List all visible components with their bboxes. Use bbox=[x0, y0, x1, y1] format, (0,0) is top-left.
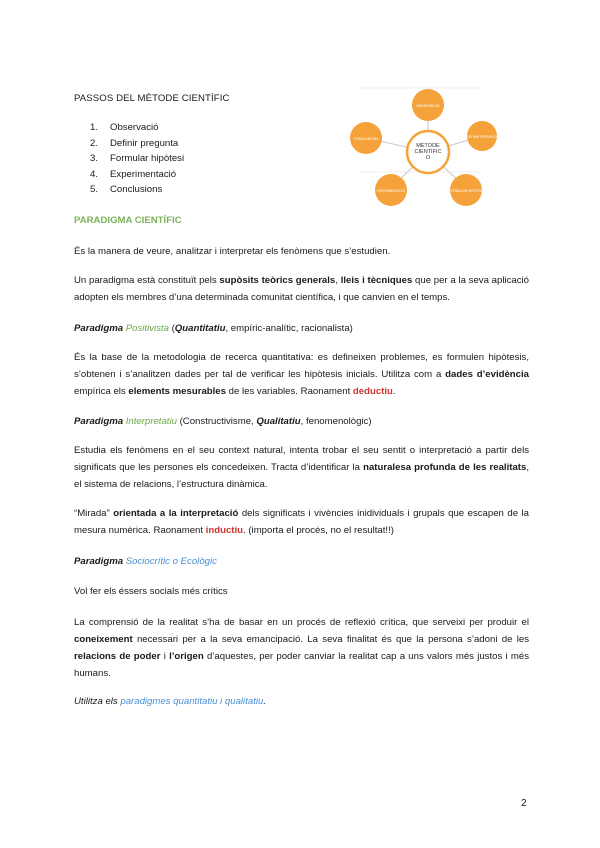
bold-text: coneixement bbox=[74, 634, 133, 645]
bold-text: supòsits teòrics generals bbox=[219, 275, 336, 286]
text-run: Estudia els fenòmens en el seu context natural, intenta trobar el seu sentit o interpretació a partir dels significats que les persones els concedeixen. Tracta d’identificar la bbox=[74, 445, 529, 473]
paragraph bbox=[74, 693, 529, 710]
list-item bbox=[90, 167, 184, 183]
list-item bbox=[90, 136, 184, 152]
text-run: Paradigma bbox=[74, 416, 126, 427]
list-text: Experimentació bbox=[110, 168, 177, 180]
paragraph bbox=[74, 442, 529, 493]
diagram-node-label: EXPERIMENTACIÓ bbox=[376, 189, 406, 193]
list-item bbox=[90, 120, 184, 136]
text-run: , empíric-analític, racionalista) bbox=[225, 323, 353, 334]
bold-text: Quantitatiu bbox=[174, 323, 226, 334]
steps-list bbox=[90, 120, 184, 198]
text-run: “Mirada” bbox=[74, 508, 114, 519]
diagram-center-label: MÈTODE bbox=[416, 143, 440, 149]
diagram-node-label: FORMULAR HIPÒTESI bbox=[449, 189, 483, 193]
paradigm-heading-sociocritical bbox=[74, 553, 529, 570]
text-run: ( bbox=[168, 323, 175, 334]
bold-text: orientada a la interpretació bbox=[113, 508, 239, 519]
paradigm-heading-positivist bbox=[74, 320, 529, 337]
text-run: Un paradigma està constituït pels bbox=[74, 275, 220, 286]
scientific-method-diagram bbox=[325, 82, 515, 212]
diagram-node-label: CONCLUSIONS bbox=[353, 137, 379, 141]
text-run: , el sistema de relacions, l’estructura dinàmica. bbox=[74, 462, 529, 490]
text-run: Paradigma bbox=[74, 556, 126, 567]
text-run: d’aquestes, per poder canviar la realitat cap a uns valors més justos i més humans. bbox=[74, 651, 529, 679]
bold-text: elements mesurables bbox=[128, 386, 226, 397]
list-text: Observació bbox=[110, 122, 159, 133]
section-heading: PARADIGMA CIENTÍFIC bbox=[74, 215, 182, 226]
list-text: Conclusions bbox=[110, 184, 163, 195]
highlight-text: Sociocrític o Ecològic bbox=[125, 556, 217, 567]
text-run: que per a la seva aplicació adopten els membres d’una determinada comunitat científica, i que canvien en el temps. bbox=[74, 275, 529, 303]
highlight-text: paradigmes quantitatiu i qualitatiu bbox=[120, 696, 264, 707]
list-number: 4. bbox=[90, 168, 99, 180]
bold-text: naturalesa profunda de les realitats bbox=[363, 462, 527, 473]
text-run: empírica els bbox=[74, 386, 129, 397]
paragraph bbox=[74, 349, 529, 400]
bold-text: Qualitatiu bbox=[256, 416, 301, 427]
text-run: És la base de la metodologia de recerca quantitativa: es defineixen problemes, es formulen hipòtesis, s’obtenen i s’analitzen dades per tal de verificar les hipòtesis inicials. Utilitza com a bbox=[74, 352, 529, 380]
bold-text: relacions de poder bbox=[74, 651, 161, 662]
bold-text: l’origen bbox=[169, 651, 204, 662]
text-run: . bbox=[263, 696, 266, 707]
page-number: 2 bbox=[521, 798, 527, 809]
text-run: . bbox=[392, 386, 396, 397]
highlight-text: Positivista bbox=[125, 323, 169, 334]
diagram-center-label: CIENTÍFIC bbox=[414, 149, 442, 155]
text-run: de les variables. Raonament bbox=[225, 386, 353, 397]
paragraph bbox=[74, 505, 529, 539]
list-number: 2. bbox=[90, 137, 99, 149]
bold-text: lleis i tècniques bbox=[340, 275, 413, 286]
text-run: Utilitza els bbox=[74, 696, 121, 707]
diagram-node-label: OBSERVACIÓ bbox=[416, 104, 440, 108]
paragraph: És la manera de veure, analitzar i interpretar els fenòmens que s’estudien. bbox=[74, 246, 391, 257]
paragraph bbox=[74, 614, 529, 682]
text-run: i bbox=[160, 651, 170, 662]
highlight-text: Interpretatiu bbox=[125, 416, 177, 427]
paradigm-heading-interpretive bbox=[74, 413, 529, 430]
list-number: 1. bbox=[90, 122, 99, 133]
text-run: dels significats i vivències inidividuals i grupals que escapen de la mesura numèrica. Raonament bbox=[74, 508, 529, 536]
bold-text: dades d’evidència bbox=[445, 369, 530, 380]
list-item bbox=[90, 151, 184, 167]
list-text: Formular hipòtesi bbox=[110, 153, 185, 164]
highlight-text: deductiu bbox=[352, 386, 393, 397]
list-number: 5. bbox=[90, 184, 99, 195]
text-run: , fenomenològic) bbox=[300, 416, 372, 427]
page-title: PASSOS DEL MÈTODE CIENTÍFIC bbox=[74, 93, 230, 104]
text-run: , bbox=[335, 275, 341, 286]
text-run: (Constructivisme, bbox=[176, 416, 257, 427]
diagram-center-label: O bbox=[425, 155, 431, 161]
list-item bbox=[90, 182, 184, 198]
paragraph: Vol fer els éssers socials més crítics bbox=[74, 586, 228, 597]
list-number: 3. bbox=[90, 153, 99, 164]
highlight-text: inductiu bbox=[205, 525, 244, 536]
text-run: . (importa el procés, no el resultat!!) bbox=[243, 525, 394, 536]
text-run: La comprensió de la realitat s’ha de basar en un procés de reflexió crítica, que serveixi per produir el bbox=[74, 617, 529, 628]
paragraph bbox=[74, 272, 529, 306]
text-run: Paradigma bbox=[74, 323, 126, 334]
text-run: necessari per a la seva emancipació. La seva finalitat és que la persona s’adoni de les bbox=[132, 634, 529, 645]
diagram-node-label: DEFINIR PREGUNTA bbox=[466, 135, 498, 139]
list-text: Definir pregunta bbox=[110, 137, 179, 149]
